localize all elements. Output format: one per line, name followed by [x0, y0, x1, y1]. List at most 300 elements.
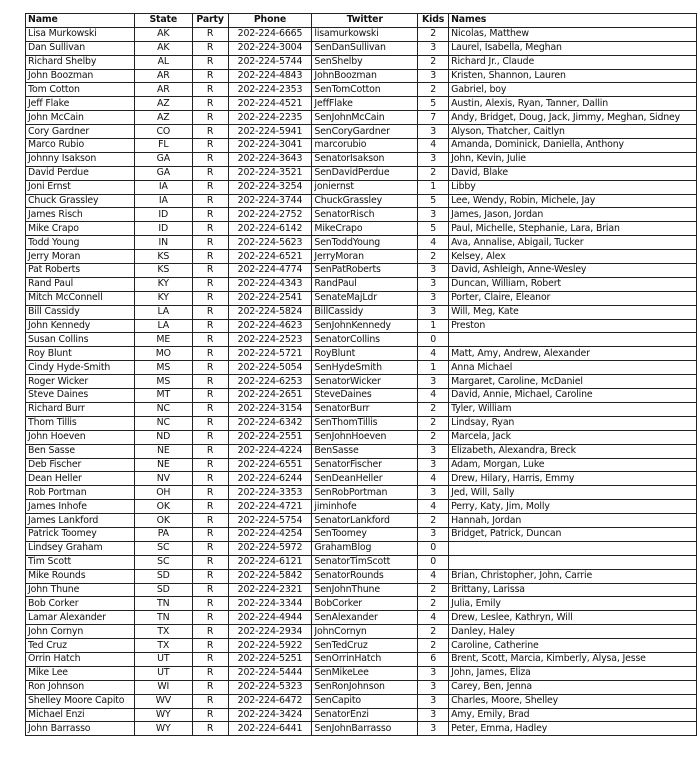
phone-cell: 202-224-6441: [228, 722, 312, 736]
state-cell: MS: [134, 361, 192, 375]
phone-cell: 202-224-5754: [228, 514, 312, 528]
table-row: [26, 125, 697, 139]
state-cell: MO: [134, 347, 192, 361]
state-cell: OK: [134, 514, 192, 528]
kids-cell: 2: [418, 416, 449, 430]
name-cell: Steve Daines: [26, 389, 135, 403]
name-cell: Lamar Alexander: [26, 611, 135, 625]
children-names-cell: Paul, Michelle, Stephanie, Lara, Brian: [449, 222, 697, 236]
phone-cell: 202-224-6142: [228, 222, 312, 236]
table-row: [26, 444, 697, 458]
party-cell: R: [192, 180, 228, 194]
state-cell: OH: [134, 486, 192, 500]
party-cell: R: [192, 611, 228, 625]
kids-cell: 4: [418, 347, 449, 361]
name-cell: John Cornyn: [26, 625, 135, 639]
phone-cell: 202-224-2934: [228, 625, 312, 639]
kids-cell: 3: [418, 277, 449, 291]
phone-cell: 202-224-6121: [228, 555, 312, 569]
kids-cell: 3: [418, 708, 449, 722]
name-cell: Todd Young: [26, 236, 135, 250]
table-row: [26, 569, 697, 583]
table-row: [26, 402, 697, 416]
state-cell: UT: [134, 652, 192, 666]
kids-cell: 5: [418, 222, 449, 236]
children-names-cell: Marcela, Jack: [449, 430, 697, 444]
state-cell: WY: [134, 708, 192, 722]
party-cell: R: [192, 361, 228, 375]
children-names-cell: Richard Jr., Claude: [449, 55, 697, 69]
party-cell: R: [192, 97, 228, 111]
name-cell: Dean Heller: [26, 472, 135, 486]
phone-cell: 202-224-3004: [228, 41, 312, 55]
phone-cell: 202-224-6472: [228, 694, 312, 708]
state-cell: KS: [134, 264, 192, 278]
kids-cell: 4: [418, 389, 449, 403]
kids-cell: 2: [418, 514, 449, 528]
table-row: [26, 139, 697, 153]
children-names-cell: John, James, Eliza: [449, 666, 697, 680]
kids-cell: 1: [418, 180, 449, 194]
kids-cell: 1: [418, 361, 449, 375]
twitter-cell: ChuckGrassley: [312, 194, 418, 208]
twitter-cell: SenDeanHeller: [312, 472, 418, 486]
table-row: [26, 611, 697, 625]
party-cell: R: [192, 680, 228, 694]
state-cell: WV: [134, 694, 192, 708]
children-names-cell: Alyson, Thatcher, Caitlyn: [449, 125, 697, 139]
party-cell: R: [192, 458, 228, 472]
children-names-cell: David, Ashleigh, Anne-Wesley: [449, 264, 697, 278]
table-row: [26, 27, 697, 41]
phone-cell: 202-224-3643: [228, 152, 312, 166]
twitter-cell: SenMikeLee: [312, 666, 418, 680]
table-row: [26, 514, 697, 528]
state-cell: IN: [134, 236, 192, 250]
state-cell: NE: [134, 444, 192, 458]
phone-cell: 202-224-6253: [228, 375, 312, 389]
kids-cell: 0: [418, 555, 449, 569]
kids-cell: 2: [418, 83, 449, 97]
party-cell: R: [192, 527, 228, 541]
name-cell: Mike Rounds: [26, 569, 135, 583]
children-names-cell: John, Kevin, Julie: [449, 152, 697, 166]
kids-cell: 6: [418, 652, 449, 666]
party-cell: R: [192, 486, 228, 500]
twitter-cell: SenAlexander: [312, 611, 418, 625]
header-row: [26, 14, 697, 28]
twitter-cell: SenCapito: [312, 694, 418, 708]
phone-cell: 202-224-2541: [228, 291, 312, 305]
state-cell: TN: [134, 611, 192, 625]
name-cell: Pat Roberts: [26, 264, 135, 278]
header-state: State: [134, 14, 192, 28]
name-cell: Rob Portman: [26, 486, 135, 500]
name-cell: Deb Fischer: [26, 458, 135, 472]
kids-cell: 3: [418, 291, 449, 305]
table-row: [26, 472, 697, 486]
state-cell: ID: [134, 208, 192, 222]
kids-cell: 2: [418, 402, 449, 416]
phone-cell: 202-224-6342: [228, 416, 312, 430]
twitter-cell: SenDavidPerdue: [312, 166, 418, 180]
kids-cell: 3: [418, 444, 449, 458]
children-names-cell: Elizabeth, Alexandra, Breck: [449, 444, 697, 458]
party-cell: R: [192, 152, 228, 166]
party-cell: R: [192, 194, 228, 208]
twitter-cell: SenatorWicker: [312, 375, 418, 389]
name-cell: Jeff Flake: [26, 97, 135, 111]
kids-cell: 2: [418, 27, 449, 41]
phone-cell: 202-224-3744: [228, 194, 312, 208]
children-names-cell: Tyler, William: [449, 402, 697, 416]
party-cell: R: [192, 291, 228, 305]
name-cell: Ron Johnson: [26, 680, 135, 694]
party-cell: R: [192, 125, 228, 139]
name-cell: David Perdue: [26, 166, 135, 180]
twitter-cell: JerryMoran: [312, 250, 418, 264]
twitter-cell: BillCassidy: [312, 305, 418, 319]
phone-cell: 202-224-6244: [228, 472, 312, 486]
table-row: [26, 208, 697, 222]
table-row: [26, 639, 697, 653]
kids-cell: 4: [418, 236, 449, 250]
kids-cell: 7: [418, 111, 449, 125]
twitter-cell: GrahamBlog: [312, 541, 418, 555]
twitter-cell: JohnBoozman: [312, 69, 418, 83]
state-cell: NC: [134, 416, 192, 430]
state-cell: AK: [134, 41, 192, 55]
party-cell: R: [192, 27, 228, 41]
table-row: [26, 97, 697, 111]
children-names-cell: Kristen, Shannon, Lauren: [449, 69, 697, 83]
kids-cell: 4: [418, 569, 449, 583]
children-names-cell: Andy, Bridget, Doug, Jack, Jimmy, Meghan, Sidney: [449, 111, 697, 125]
state-cell: TN: [134, 597, 192, 611]
header-phone: Phone: [228, 14, 312, 28]
state-cell: CO: [134, 125, 192, 139]
name-cell: Tom Cotton: [26, 83, 135, 97]
twitter-cell: SenTomCotton: [312, 83, 418, 97]
twitter-cell: jiminhofe: [312, 500, 418, 514]
children-names-cell: Matt, Amy, Andrew, Alexander: [449, 347, 697, 361]
twitter-cell: MikeCrapo: [312, 222, 418, 236]
table-row: [26, 722, 697, 736]
phone-cell: 202-224-4721: [228, 500, 312, 514]
phone-cell: 202-224-2353: [228, 83, 312, 97]
phone-cell: 202-224-3353: [228, 486, 312, 500]
kids-cell: 2: [418, 597, 449, 611]
state-cell: KY: [134, 291, 192, 305]
party-cell: R: [192, 416, 228, 430]
table-row: [26, 55, 697, 69]
table-row: [26, 277, 697, 291]
state-cell: SD: [134, 569, 192, 583]
twitter-cell: SenateMajLdr: [312, 291, 418, 305]
kids-cell: 2: [418, 430, 449, 444]
table-row: [26, 583, 697, 597]
phone-cell: 202-224-3424: [228, 708, 312, 722]
header-twitter: Twitter: [312, 14, 418, 28]
twitter-cell: SenatorFischer: [312, 458, 418, 472]
phone-cell: 202-224-5721: [228, 347, 312, 361]
children-names-cell: David, Blake: [449, 166, 697, 180]
party-cell: R: [192, 264, 228, 278]
table-row: [26, 69, 697, 83]
name-cell: John Boozman: [26, 69, 135, 83]
party-cell: R: [192, 500, 228, 514]
state-cell: NC: [134, 402, 192, 416]
twitter-cell: JeffFlake: [312, 97, 418, 111]
twitter-cell: JohnCornyn: [312, 625, 418, 639]
state-cell: KY: [134, 277, 192, 291]
twitter-cell: SenJohnThune: [312, 583, 418, 597]
name-cell: John Kennedy: [26, 319, 135, 333]
twitter-cell: SenatorRounds: [312, 569, 418, 583]
state-cell: SC: [134, 555, 192, 569]
phone-cell: 202-224-3041: [228, 139, 312, 153]
table-row: [26, 486, 697, 500]
table-row: [26, 347, 697, 361]
name-cell: Ted Cruz: [26, 639, 135, 653]
table-row: [26, 319, 697, 333]
state-cell: IA: [134, 194, 192, 208]
kids-cell: 0: [418, 333, 449, 347]
name-cell: Rand Paul: [26, 277, 135, 291]
phone-cell: 202-224-5323: [228, 680, 312, 694]
kids-cell: 3: [418, 458, 449, 472]
kids-cell: 4: [418, 139, 449, 153]
name-cell: Dan Sullivan: [26, 41, 135, 55]
state-cell: AR: [134, 69, 192, 83]
party-cell: R: [192, 652, 228, 666]
children-names-cell: [449, 333, 697, 347]
party-cell: R: [192, 111, 228, 125]
table-row: [26, 500, 697, 514]
kids-cell: 3: [418, 486, 449, 500]
phone-cell: 202-224-2523: [228, 333, 312, 347]
name-cell: Joni Ernst: [26, 180, 135, 194]
state-cell: MS: [134, 375, 192, 389]
kids-cell: 3: [418, 208, 449, 222]
table-row: [26, 666, 697, 680]
party-cell: R: [192, 625, 228, 639]
name-cell: Chuck Grassley: [26, 194, 135, 208]
table-row: [26, 708, 697, 722]
state-cell: ND: [134, 430, 192, 444]
state-cell: AZ: [134, 97, 192, 111]
name-cell: Patrick Toomey: [26, 527, 135, 541]
phone-cell: 202-224-3154: [228, 402, 312, 416]
name-cell: Cindy Hyde-Smith: [26, 361, 135, 375]
party-cell: R: [192, 347, 228, 361]
name-cell: James Risch: [26, 208, 135, 222]
table-row: [26, 222, 697, 236]
twitter-cell: SenHydeSmith: [312, 361, 418, 375]
twitter-cell: SenShelby: [312, 55, 418, 69]
twitter-cell: SenatorRisch: [312, 208, 418, 222]
party-cell: R: [192, 402, 228, 416]
party-cell: R: [192, 639, 228, 653]
state-cell: LA: [134, 305, 192, 319]
state-cell: UT: [134, 666, 192, 680]
twitter-cell: SenJohnMcCain: [312, 111, 418, 125]
table-row: [26, 555, 697, 569]
phone-cell: 202-224-4224: [228, 444, 312, 458]
kids-cell: 3: [418, 264, 449, 278]
kids-cell: 5: [418, 194, 449, 208]
name-cell: Richard Shelby: [26, 55, 135, 69]
phone-cell: 202-224-4623: [228, 319, 312, 333]
table-row: [26, 430, 697, 444]
party-cell: R: [192, 69, 228, 83]
state-cell: NV: [134, 472, 192, 486]
state-cell: AK: [134, 27, 192, 41]
header-name: Name: [26, 14, 135, 28]
children-names-cell: Gabriel, boy: [449, 83, 697, 97]
children-names-cell: Carey, Ben, Jenna: [449, 680, 697, 694]
phone-cell: 202-224-5251: [228, 652, 312, 666]
twitter-cell: joniernst: [312, 180, 418, 194]
children-names-cell: Bridget, Patrick, Duncan: [449, 527, 697, 541]
phone-cell: 202-224-2235: [228, 111, 312, 125]
name-cell: James Inhofe: [26, 500, 135, 514]
party-cell: R: [192, 583, 228, 597]
table-row: [26, 236, 697, 250]
table-row: [26, 41, 697, 55]
phone-cell: 202-224-5842: [228, 569, 312, 583]
party-cell: R: [192, 444, 228, 458]
name-cell: Bill Cassidy: [26, 305, 135, 319]
kids-cell: 4: [418, 611, 449, 625]
name-cell: John Barrasso: [26, 722, 135, 736]
kids-cell: 3: [418, 680, 449, 694]
name-cell: Marco Rubio: [26, 139, 135, 153]
table-row: [26, 305, 697, 319]
kids-cell: 1: [418, 319, 449, 333]
kids-cell: 3: [418, 694, 449, 708]
table-row: [26, 652, 697, 666]
name-cell: Johnny Isakson: [26, 152, 135, 166]
phone-cell: 202-224-5623: [228, 236, 312, 250]
phone-cell: 202-224-3254: [228, 180, 312, 194]
table-row: [26, 291, 697, 305]
phone-cell: 202-224-4843: [228, 69, 312, 83]
kids-cell: 2: [418, 625, 449, 639]
table-row: [26, 527, 697, 541]
party-cell: R: [192, 305, 228, 319]
kids-cell: 3: [418, 305, 449, 319]
state-cell: SC: [134, 541, 192, 555]
state-cell: PA: [134, 527, 192, 541]
table-row: [26, 180, 697, 194]
name-cell: Mitch McConnell: [26, 291, 135, 305]
name-cell: Bob Corker: [26, 597, 135, 611]
party-cell: R: [192, 319, 228, 333]
table-row: [26, 416, 697, 430]
party-cell: R: [192, 541, 228, 555]
children-names-cell: Libby: [449, 180, 697, 194]
party-cell: R: [192, 236, 228, 250]
children-names-cell: Hannah, Jordan: [449, 514, 697, 528]
phone-cell: 202-224-4774: [228, 264, 312, 278]
children-names-cell: [449, 541, 697, 555]
children-names-cell: Julia, Emily: [449, 597, 697, 611]
kids-cell: 4: [418, 472, 449, 486]
party-cell: R: [192, 569, 228, 583]
kids-cell: 0: [418, 541, 449, 555]
phone-cell: 202-224-4343: [228, 277, 312, 291]
name-cell: Orrin Hatch: [26, 652, 135, 666]
party-cell: R: [192, 139, 228, 153]
kids-cell: 3: [418, 722, 449, 736]
name-cell: Cory Gardner: [26, 125, 135, 139]
twitter-cell: SenatorTimScott: [312, 555, 418, 569]
state-cell: SD: [134, 583, 192, 597]
table-row: [26, 694, 697, 708]
state-cell: GA: [134, 152, 192, 166]
state-cell: NE: [134, 458, 192, 472]
name-cell: Lindsey Graham: [26, 541, 135, 555]
phone-cell: 202-224-5744: [228, 55, 312, 69]
name-cell: Thom Tillis: [26, 416, 135, 430]
table-row: [26, 361, 697, 375]
children-names-cell: Duncan, William, Robert: [449, 277, 697, 291]
kids-cell: 3: [418, 666, 449, 680]
kids-cell: 2: [418, 55, 449, 69]
state-cell: AL: [134, 55, 192, 69]
children-names-cell: Kelsey, Alex: [449, 250, 697, 264]
name-cell: John McCain: [26, 111, 135, 125]
children-names-cell: Drew, Hilary, Harris, Emmy: [449, 472, 697, 486]
name-cell: Lisa Murkowski: [26, 27, 135, 41]
party-cell: R: [192, 166, 228, 180]
name-cell: Shelley Moore Capito: [26, 694, 135, 708]
table-row: [26, 194, 697, 208]
children-names-cell: Brittany, Larissa: [449, 583, 697, 597]
children-names-cell: Lee, Wendy, Robin, Michele, Jay: [449, 194, 697, 208]
state-cell: WY: [134, 722, 192, 736]
children-names-cell: Laurel, Isabella, Meghan: [449, 41, 697, 55]
name-cell: Mike Lee: [26, 666, 135, 680]
twitter-cell: SenTedCruz: [312, 639, 418, 653]
state-cell: GA: [134, 166, 192, 180]
party-cell: R: [192, 555, 228, 569]
children-names-cell: Perry, Katy, Jim, Molly: [449, 500, 697, 514]
twitter-cell: BenSasse: [312, 444, 418, 458]
table-row: [26, 166, 697, 180]
twitter-cell: SenatorBurr: [312, 402, 418, 416]
phone-cell: 202-224-4254: [228, 527, 312, 541]
header-names: Names: [449, 14, 697, 28]
party-cell: R: [192, 375, 228, 389]
phone-cell: 202-224-2752: [228, 208, 312, 222]
table-row: [26, 152, 697, 166]
state-cell: ID: [134, 222, 192, 236]
state-cell: FL: [134, 139, 192, 153]
party-cell: R: [192, 666, 228, 680]
phone-cell: 202-224-3344: [228, 597, 312, 611]
children-names-cell: James, Jason, Jordan: [449, 208, 697, 222]
party-cell: R: [192, 430, 228, 444]
twitter-cell: SenToomey: [312, 527, 418, 541]
state-cell: ME: [134, 333, 192, 347]
table-row: [26, 458, 697, 472]
party-cell: R: [192, 708, 228, 722]
children-names-cell: Amanda, Dominick, Daniella, Anthony: [449, 139, 697, 153]
name-cell: Roy Blunt: [26, 347, 135, 361]
twitter-cell: SenJohnKennedy: [312, 319, 418, 333]
